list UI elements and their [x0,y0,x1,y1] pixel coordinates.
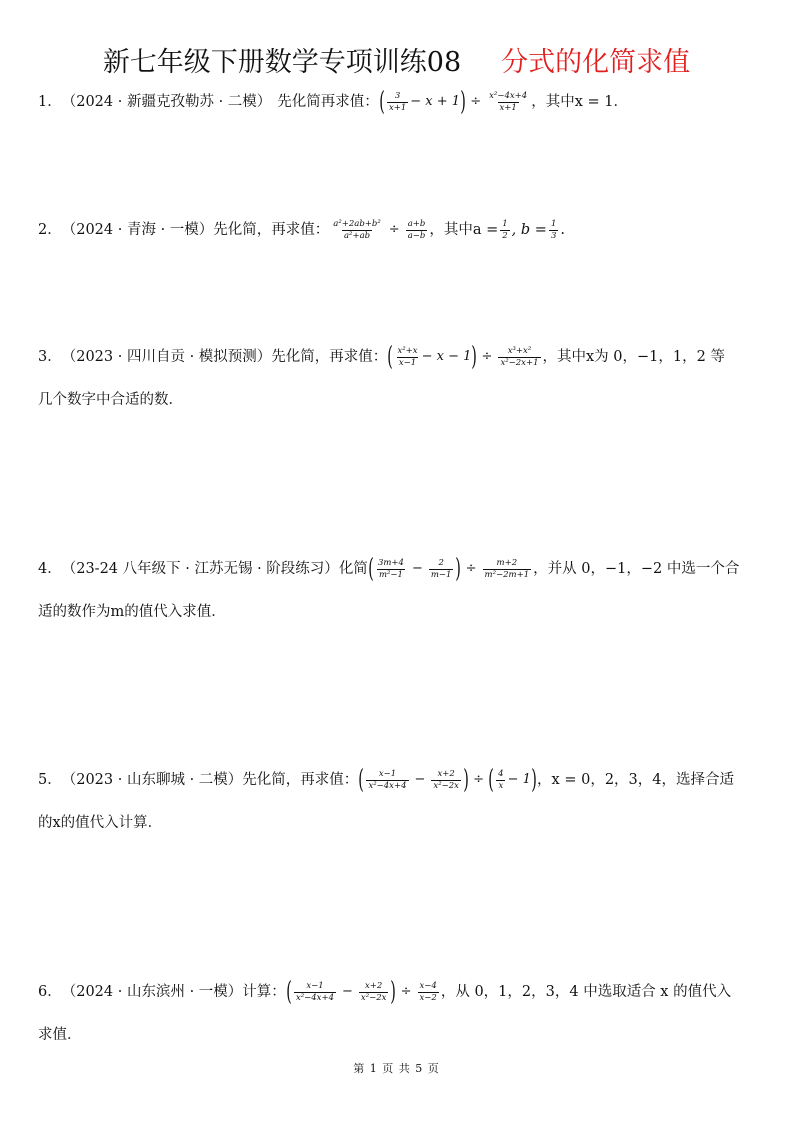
problem-1: 1． （2024 · 新疆克孜勒苏 · 二模） 先化简再求值： ( $\frac{3}{x+1}$ − x + 1 ) ÷ $\frac{\text{x²−4x+4}}{x+1}$ ，其中x = 1． [38,87,628,117]
problem-number: 6． [38,984,62,1000]
problem-tail: ，其中x = 1． [531,94,628,110]
fraction: $\frac{a+b}{a-b}$ [407,218,426,241]
problem-number: 4． [38,561,62,577]
problem-tail: ，其中a = [429,222,499,238]
problem-line-2: 的x的值代入计算． [38,815,163,831]
problem-number: 1． [38,94,62,110]
fraction: $\frac{3}{x+1}$ [388,90,407,113]
fraction: $\frac{3m+4}{\text{m²−1}}$ [377,557,404,580]
problem-intro: 计算： [242,984,286,1000]
fraction: $\frac{x+2}{\text{x²−2x}}$ [360,980,387,1003]
problem-number: 5． [38,772,62,788]
fraction: $\frac{\text{x²−4x+4}}{x+1}$ [489,90,528,113]
problem-intro: 先化简，再求值： [242,772,359,788]
problem-line-2: 求值． [38,1027,82,1043]
fraction: $\frac{x+2}{\text{x²−2x}}$ [433,768,459,791]
problem-2: 2． （2024 · 青海 · 一模） 先化简，再求值： $\frac{\text{a²+2ab+b²}}{\text{a²+ab}}$ ÷ $\frac{a+b}{a-b}$ ，其中a = $\frac{1}{2}$ , b = $\frac{1}{3}$ . [38,218,565,241]
fraction: $\frac{1}{2}$ [502,218,508,241]
fraction: $\frac{\text{a²+2ab+b²}}{\text{a²+ab}}$ [333,218,381,241]
title-topic: 分式的化简求值 [501,47,691,78]
problem-intro: 先化简，再求值： [213,222,330,238]
expression-text: . [560,222,565,238]
problem-intro: 化简 [338,561,368,577]
problem-line-2: 适的数作为m的值代入求值． [38,604,226,620]
problem-6: 6． （2024 · 山东滨州 · 一模） 计算： ( $\frac{x-1}{\text{x²−4x+4}}$ − $\frac{x+2}{\text{x²−2x}}$ ) ÷ $\frac{x-4}{x-2}$ ，从 0，1，2，3，4 中选取适合 x 的值代入 求值． [38,975,758,1045]
fraction: $\frac{m+2}{\text{m²−2m+1}}$ [484,557,530,580]
expression-text: − x + 1 [410,94,461,109]
problem-source: （2024 · 青海 · 一模） [61,222,214,238]
problem-line-2: 几个数字中合适的数． [38,392,183,408]
problem-source: （2023 · 山东聊城 · 二模） [61,772,243,788]
fraction: $\frac{2}{m-1}$ [430,557,452,580]
page-footer: 第 1 页 共 5 页 [353,1062,440,1075]
problem-source: （2024 · 山东滨州 · 一模） [61,984,243,1000]
problem-tail: ，并从 0，−1，−2 中选一个合 [533,561,740,577]
problem-3: 3． （2023 · 四川自贡 · 模拟预测） 先化简，再求值： ( $\frac{\text{x²+x}}{x-1}$ − x − 1 ) ÷ $\frac{\text{x³+x²}}{\text{x²−2x+1}}$ ，其中x为 0，−1，1，2 等 几个数字中合适的数． [38,340,758,410]
expression-text: − 1 [507,772,531,787]
problem-tail: ，x = 0，2，3，4，选择合适 [537,772,734,788]
problem-source: （2024 · 新疆克孜勒苏 · 二模） [61,94,272,110]
page-title [0,40,793,79]
problem-source: （2023 · 四川自贡 · 模拟预测） [61,349,272,365]
expression-text: − x − 1 [421,349,472,364]
title-main: 新七年级下册数学专项训练08 [102,47,462,78]
problem-number: 2． [38,222,62,238]
problem-5: 5． （2023 · 山东聊城 · 二模） 先化简，再求值： ( $\frac{x-1}{\text{x²−4x+4}}$ − $\frac{x+2}{\text{x²−2x}}$ ) ÷ ( $\frac{4}{x}$ − 1 ) ，x = 0，2，3，4，选择合适 的x的值代入计算． [38,763,758,833]
fraction: $\frac{x-1}{\text{x²−4x+4}}$ [295,980,335,1003]
problem-4: 4． （23-24 八年级下 · 江苏无锡 · 阶段练习） 化简 ( $\frac{3m+4}{\text{m²−1}}$ − $\frac{2}{m-1}$ ) ÷ $\frac{m+2}{\text{m²−2m+1}}$ ，并从 0，−1，−2 中选一个合 适的数作为m的值代入求值． [38,552,758,622]
fraction: $\frac{1}{3}$ [550,218,557,241]
problem-number: 3． [38,349,62,365]
fraction: $\frac{\text{x²+x}}{x-1}$ [397,345,418,368]
fraction: $\frac{x-1}{\text{x²−4x+4}}$ [368,768,407,791]
fraction: $\frac{\text{x³+x²}}{\text{x²−2x+1}}$ [500,345,539,368]
fraction: $\frac{4}{x}$ [498,768,504,791]
problem-tail: ，其中x为 0，−1，1，2 等 [542,349,725,365]
expression-text: , b = [511,222,547,238]
problem-source: （23-24 八年级下 · 江苏无锡 · 阶段练习） [61,561,339,577]
fraction: $\frac{x-4}{x-2}$ [419,980,437,1003]
problem-intro: 先化简，再求值： [271,349,388,365]
problem-tail: ，从 0，1，2，3，4 中选取适合 x 的值代入 [440,984,732,1000]
problem-intro: 先化简再求值： [277,94,379,110]
